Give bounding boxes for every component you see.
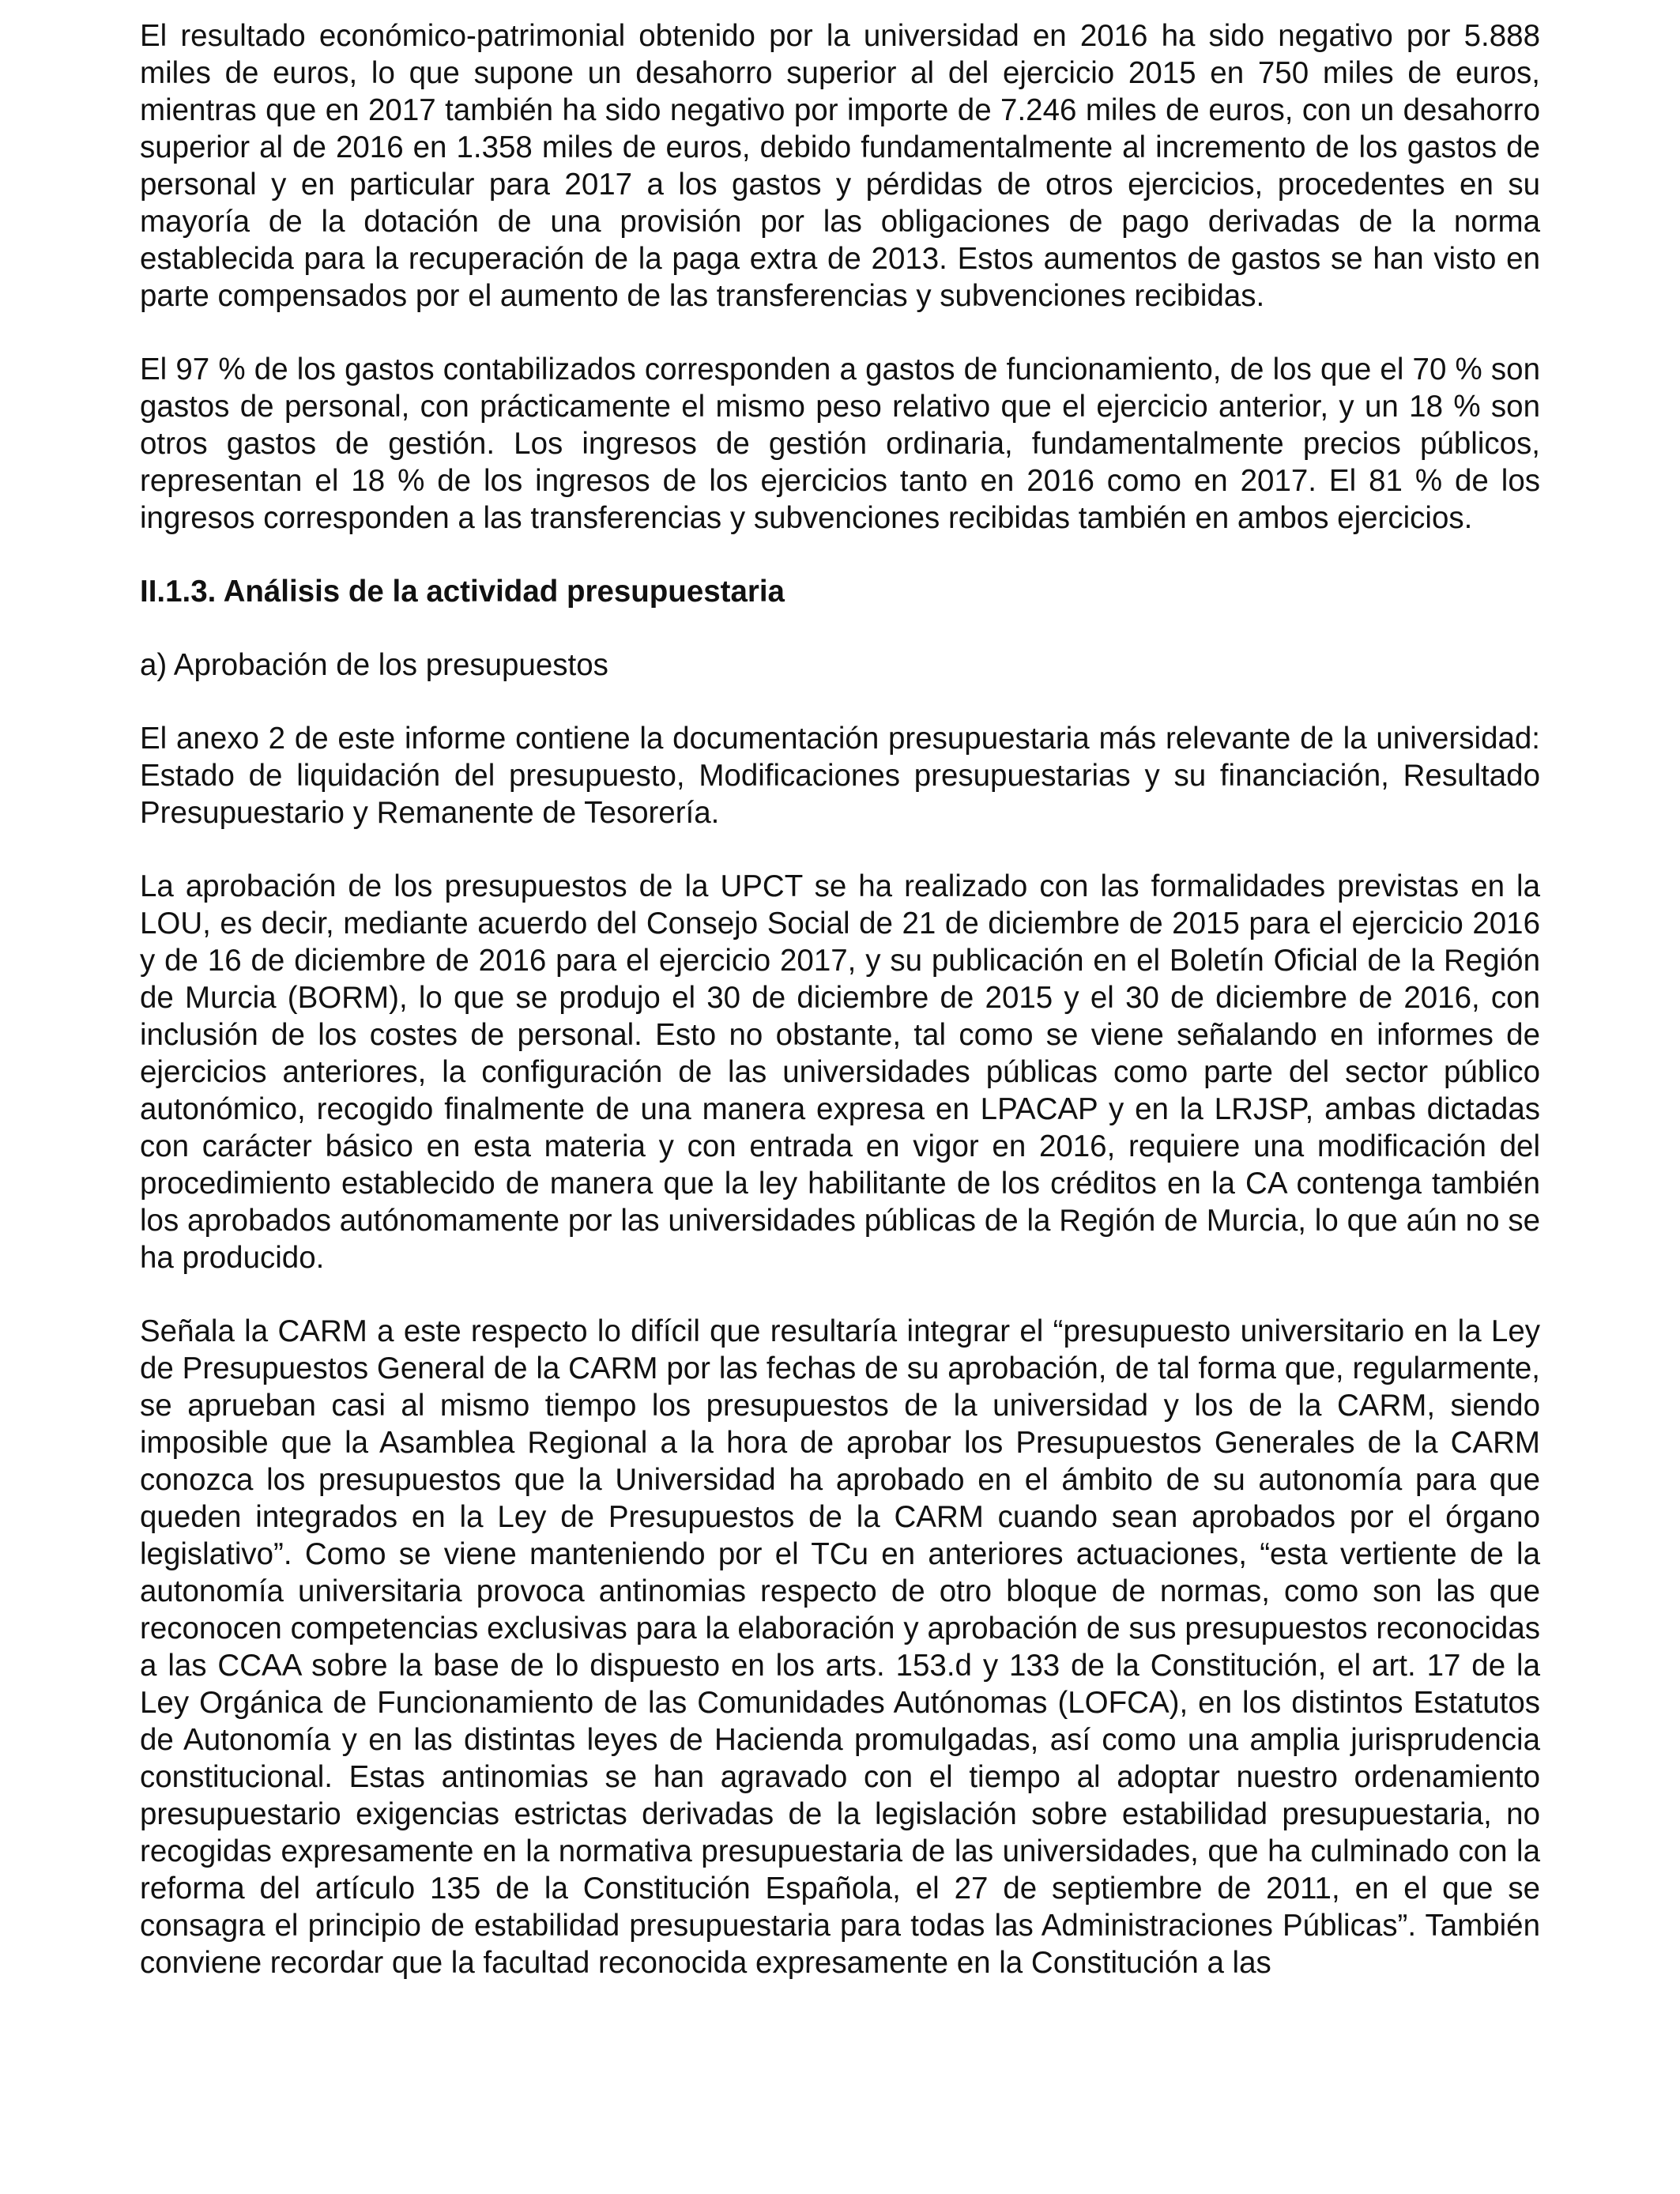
paragraph-resultado-economico: El resultado económico-patrimonial obtenido por la universidad en 2016 ha sido negativo por 5.888 miles de euros, lo que supone un desahorro superior al del ejercicio 2015 en 750 miles de euros, mientras que en 2017 también ha sido negativo por importe de 7.246 miles de euros, con un desahorro superior al de 2016 en 1.358 miles de euros, debido fundamentalmente al incremento de los gastos de personal y en particular para 2017 a los gastos y pérdidas de otros ejercicios, procedentes en su mayoría de la dotación de una provisión por las obligaciones de pago derivadas de la norma establecida para la recuperación de la paga extra de 2013. Estos aumentos de gastos se han visto en parte compensados por el aumento de las transferencias y subvenciones recibidas. bbox=[140, 19, 1540, 313]
document-page bbox=[140, 17, 1540, 1981]
section-heading: II.1.3. Análisis de la actividad presupuestaria bbox=[140, 575, 785, 609]
paragraph-anexo-2: El anexo 2 de este informe contiene la documentación presupuestaria más relevante de la universidad: Estado de liquidación del presupuesto, Modificaciones presupuestarias y su financiación, Resultado Presupuestario y Remanente de Tesorería. bbox=[140, 722, 1540, 830]
paragraph-carm: Señala la CARM a este respecto lo difícil que resultaría integrar el “presupuesto universitario en la Ley de Presupuestos General de la CARM por las fechas de su aprobación, de tal forma que, regularmente, se aprueban casi al mismo tiempo los presupuestos de la universidad y los de la CARM, siendo imposible que la Asamblea Regional a la hora de aprobar los Presupuestos Generales de la CARM conozca los presupuestos que la Universidad ha aprobado en el ámbito de su autonomía para que queden integrados en la Ley de Presupuestos de la CARM cuando sean aprobados por el órgano legislativo”. Como se viene manteniendo por el TCu en anteriores actuaciones, “esta vertiente de la autonomía universitaria provoca antinomias respecto de otro bloque de normas, como son las que reconocen competencias exclusivas para la elaboración y aprobación de sus presupuestos reconocidas a las CCAA sobre la base de lo dispuesto en los arts. 153.d y 133 de la Constitución, el art. 17 de la Ley Orgánica de Funcionamiento de las Comunidades Autónomas (LOFCA), en los distintos Estatutos de Autonomía y en las distintas leyes de Hacienda promulgadas, así como una amplia jurisprudencia constitucional. Estas antinomias se han agravado con el tiempo al adoptar nuestro ordenamiento presupuestario exigencias estrictas derivadas de la legislación sobre estabilidad presupuestaria, no recogidas expresamente en la normativa presupuestaria de las universidades, que ha culminado con la reforma del artículo 135 de la Constitución Española, el 27 de septiembre de 2011, en el que se consagra el principio de estabilidad presupuestaria para todas las Administraciones Públicas”. También conviene recordar que la facultad reconocida expresamente en la Constitución a las bbox=[140, 1314, 1540, 1980]
paragraph-gastos-ingresos: El 97 % de los gastos contabilizados corresponden a gastos de funcionamiento, de los que el 70 % son gastos de personal, con prácticamente el mismo peso relativo que el ejercicio anterior, y un 18 % son otros gastos de gestión. Los ingresos de gestión ordinaria, fundamentalmente precios públicos, representan el 18 % de los ingresos de los ejercicios tanto en 2016 como en 2017. El 81 % de los ingresos corresponden a las transferencias y subvenciones recibidas también en ambos ejercicios. bbox=[140, 352, 1540, 535]
paragraph-aprobacion-upct: La aprobación de los presupuestos de la UPCT se ha realizado con las formalidades previstas en la LOU, es decir, mediante acuerdo del Consejo Social de 21 de diciembre de 2015 para el ejercicio 2016 y de 16 de diciembre de 2016 para el ejercicio 2017, y su publicación en el Boletín Oficial de la Región de Murcia (BORM), lo que se produjo el 30 de diciembre de 2015 y el 30 de diciembre de 2016, con inclusión de los costes de personal. Esto no obstante, tal como se viene señalando en informes de ejercicios anteriores, la configuración de las universidades públicas como parte del sector público autonómico, recogido finalmente de una manera expresa en LPACAP y en la LRJSP, ambas dictadas con carácter básico en esta materia y con entrada en vigor en 2016, requiere una modificación del procedimiento establecido de manera que la ley habilitante de los créditos en la CA contenga también los aprobados autónomamente por las universidades públicas de la Región de Murcia, lo que aún no se ha producido. bbox=[140, 869, 1540, 1275]
subsection-heading: a) Aprobación de los presupuestos bbox=[140, 648, 608, 682]
